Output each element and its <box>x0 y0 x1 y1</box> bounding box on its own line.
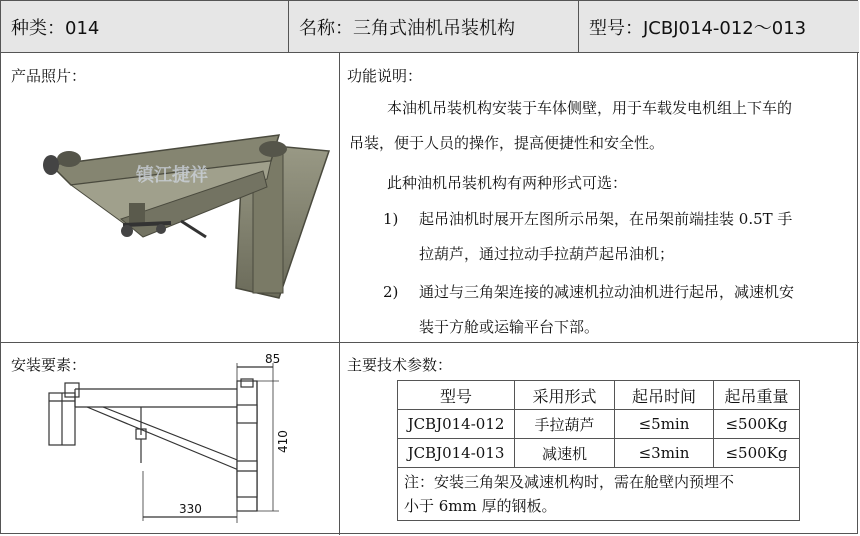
function-intro-line1: 本油机吊装机构安装于车体侧壁，用于车载发电机组上下车的 <box>387 99 793 117</box>
dimension-330: 330 <box>179 502 202 516</box>
photo-label: 产品照片： <box>11 67 87 85</box>
cell-model: JCBJ014-012 <box>398 410 515 439</box>
specs-note <box>398 468 800 521</box>
function-label: 功能说明： <box>347 67 423 85</box>
cell-form: 减速机 <box>515 439 615 468</box>
function-forms-intro: 此种油机吊装机构有两种形式可选： <box>387 174 628 192</box>
function-item1-number: 1) <box>383 210 399 228</box>
cell-time: ≤5min <box>615 410 714 439</box>
table-row <box>398 439 800 468</box>
header-category-cell <box>1 1 288 53</box>
specs-header-row <box>398 381 800 410</box>
photo-watermark: 镇江捷祥 <box>136 165 208 186</box>
model-text: 型号：JCBJ014-012～013 <box>589 17 807 39</box>
installation-drawing <box>41 353 331 528</box>
cell-time: ≤3min <box>615 439 714 468</box>
header-name-cell <box>288 1 578 53</box>
column-header-weight: 起吊重量 <box>714 381 800 410</box>
dimension-410: 410 <box>276 430 290 453</box>
category-text: 种类：014 <box>11 17 100 39</box>
column-header-model: 型号 <box>398 381 515 410</box>
header-model-cell <box>578 1 859 53</box>
function-item2-line1: 通过与三角架连接的减速机拉动油机进行起吊，减速机安 <box>419 283 795 301</box>
column-divider <box>339 53 340 535</box>
cell-form: 手拉葫芦 <box>515 410 615 439</box>
specs-label: 主要技术参数： <box>347 356 453 374</box>
function-item1-line1: 起吊油机时展开左图所示吊架，在吊架前端挂装 0.5T 手 <box>419 210 793 228</box>
function-intro-line2: 吊装，便于人员的操作，提高便捷性和安全性。 <box>349 134 665 152</box>
note-line1: 注：安装三角架及减速机构时，需在舱壁内预埋不 <box>404 473 735 491</box>
cell-weight: ≤500Kg <box>714 439 800 468</box>
product-photo <box>31 113 331 313</box>
note-row <box>398 468 800 521</box>
table-row <box>398 410 800 439</box>
function-item2-number: 2) <box>383 283 399 301</box>
install-label: 安装要素： <box>11 356 87 374</box>
cell-weight: ≤500Kg <box>714 410 800 439</box>
dimension-85: 85 <box>265 353 281 366</box>
function-item2-line2: 装于方舱或运输平台下部。 <box>419 318 600 336</box>
column-header-form: 采用形式 <box>515 381 615 410</box>
specs-table <box>397 380 800 521</box>
function-item1-line2: 拉葫芦，通过拉动手拉葫芦起吊油机； <box>419 245 675 263</box>
column-header-time: 起吊时间 <box>615 381 714 410</box>
product-name-text: 名称：三角式油机吊装机构 <box>299 17 515 39</box>
note-line2: 小于 6mm 厚的钢板。 <box>404 497 557 515</box>
cell-model: JCBJ014-013 <box>398 439 515 468</box>
